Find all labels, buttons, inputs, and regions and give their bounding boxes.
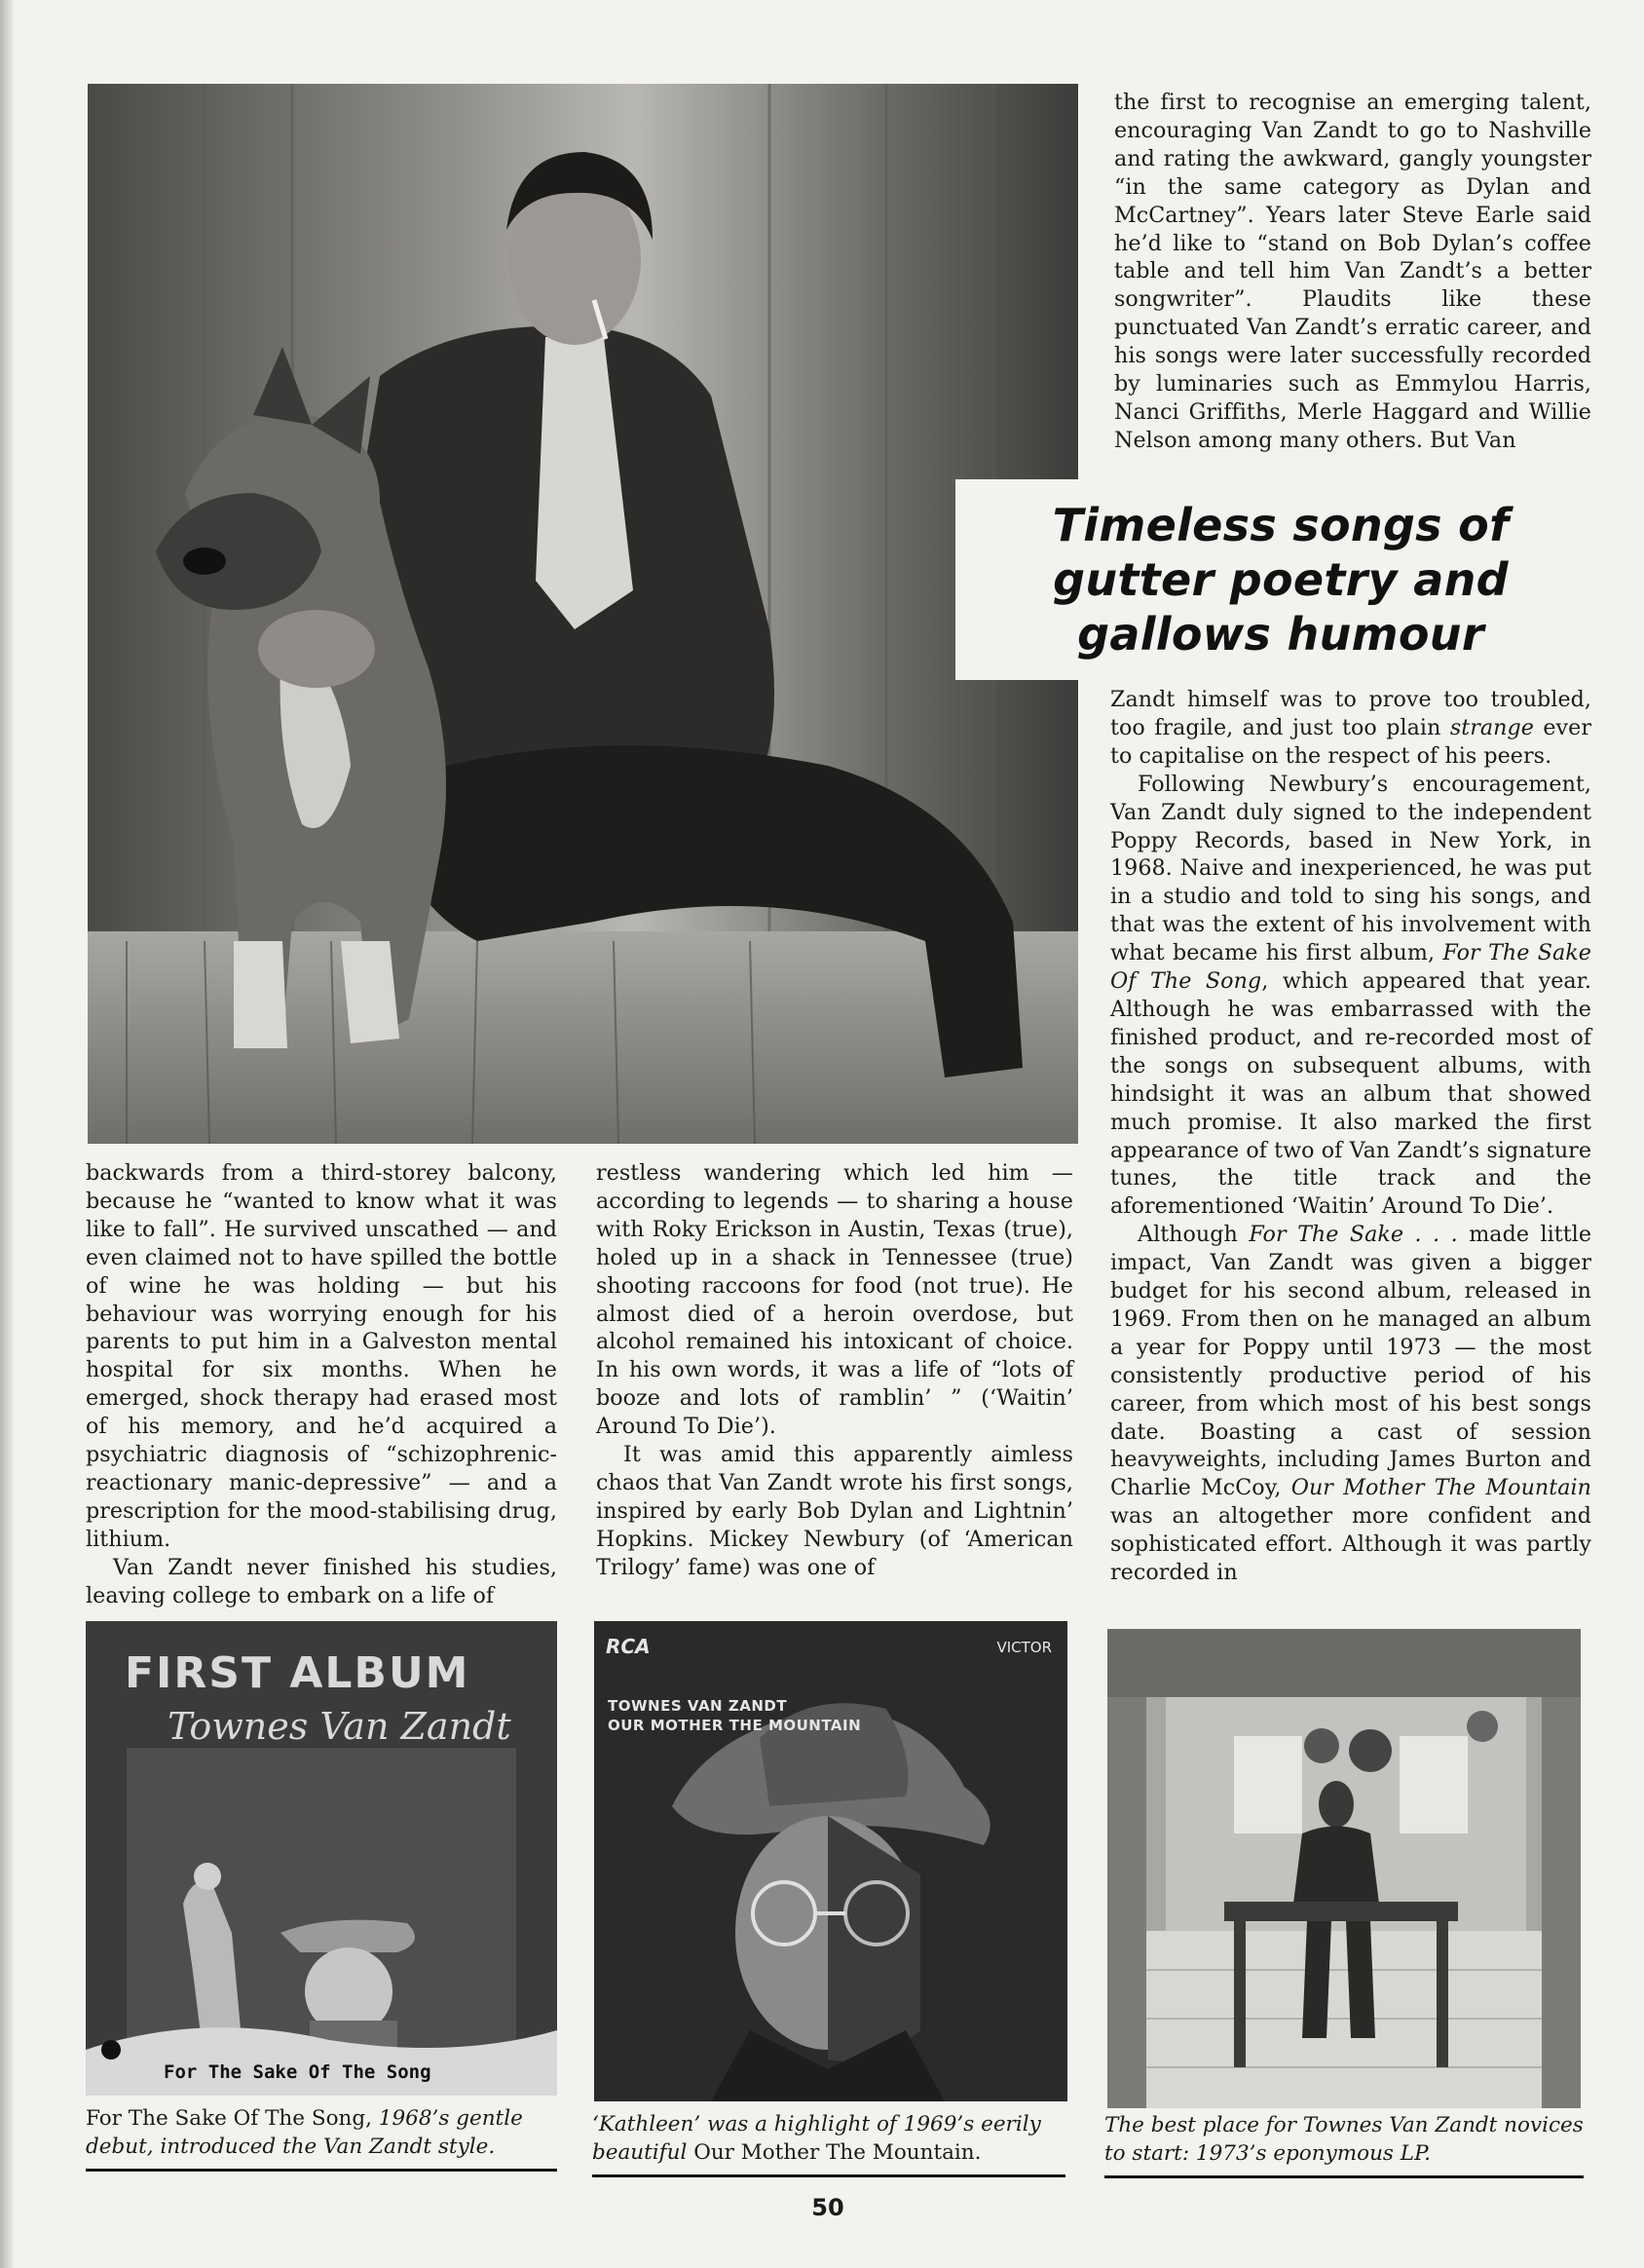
- caption-first-album: For The Sake Of The Song, 1968’s gentle debut, introduced the Van Zandt style.: [86, 2104, 557, 2172]
- article-column-left: [86, 1159, 557, 1610]
- album-cover-label-left: RCA: [606, 1635, 651, 1658]
- article-paragraph: the first to recognise an emerging talent, encouraging Van Zandt to go to Nashville and rating the awkward, gangly youngster “in the same category as Dylan and McCartney”. Years later Steve Earle said he’d like to “stand on Bob Dylan’s coffee table and tell him Van Zandt’s a better songwriter”. Plaudits like these punctuated Van Zandt’s erratic career, and his songs were later successfully recorded by luminaries such as Emmylou Harris, Nanci Griffiths, Merle Haggard and Willie Nelson among many others. But Van: [1114, 90, 1591, 453]
- article-column-middle: [596, 1159, 1073, 1582]
- caption-our-mother-the-mountain: ‘Kathleen’ was a highlight of 1969’s eerily beautiful Our Mother The Mountain.: [592, 2110, 1065, 2177]
- photo-illustration: [88, 84, 1078, 1144]
- article-paragraph: Zandt himself was to prove too troubled, too fragile, and just too plain strange ever to capitalise on the respect of his peers.: [1110, 687, 1591, 769]
- article-paragraph: restless wandering which led him — according to legends — to sharing a house with Roky Erickson in Austin, Texas (true), holed up in a shack in Tennessee (true) shooting raccoons for food (not true). He almost died of a heroin overdose, but alcohol remained his intoxicant of choice. In his own words, it was a life of “lots of booze and lots of ramblin’ ” (‘Waitin’ Around To Die’).: [596, 1160, 1073, 1440]
- pull-quote-line: gallows humour: [1077, 608, 1484, 661]
- album-cover-artist: Townes Van Zandt: [168, 1705, 511, 1748]
- main-photo-townes-with-dog: [88, 84, 1078, 1144]
- album-cover-album-title: OUR MOTHER THE MOUNTAIN: [608, 1717, 862, 1734]
- article-paragraph: Van Zandt never finished his studies, leaving college to embark on a life of: [86, 1554, 557, 1608]
- article-paragraph: It was amid this apparently aimless chaos that Van Zandt wrote his first songs, inspired by early Bob Dylan and Lightnin’ Hopkins. Mickey Newbury (of ‘American Trilogy’ fame) was one of: [596, 1442, 1073, 1580]
- album-cover-title: FIRST ALBUM: [125, 1648, 470, 1698]
- article-paragraph: backwards from a third-storey balcony, because he “wanted to know what it was like to fall”. He survived unscathed — and even claimed not to have spilled the bottle of wine he was holding — but his behaviour was worrying enough for his parents to put him in a Galveston mental hospital for six months. When he emerged, shock therapy had erased most of his memory, and he’d acquired a psychiatric diagnosis of “schizophrenic-reactionary manic-depressive” — and a prescription for the mood-stabilising drug, lithium.: [86, 1160, 557, 1552]
- pull-quote-line: gutter poetry and: [1053, 553, 1509, 606]
- article-paragraph: Following Newbury’s encouragement, Van Zandt duly signed to the independent Poppy Records, based in New York, in 1968. Naive and inexperienced, he was put in a studio and told to sing his songs, and that was the extent of his involvement with what became his first album, For The Sake Of The Song, which appeared that year. Although he was embarrassed with the finished product, and re-recorded most of the songs on subsequent albums, with hindsight it was an album that showed much promise. It also marked the first appearance of two of Van Zandt’s signature tunes, the title track and the aforementioned ‘Waitin’ Around To Die’.: [1110, 771, 1591, 1220]
- page-edge-shadow: [0, 0, 14, 2268]
- album-cover-label-right: VICTOR: [996, 1639, 1052, 1656]
- album-cover-first-album: [86, 1621, 557, 2096]
- pull-quote-line: Timeless songs of: [1052, 499, 1510, 551]
- article-column-right-top: [1114, 89, 1591, 455]
- album-cover-art: [1107, 1629, 1581, 2108]
- article-paragraph: Although For The Sake . . . made little impact, Van Zandt was given a bigger budget for his second album, released in 1969. From then on he managed an album a year for Poppy until 1973 — the most consistently productive period of his career, from which most of his best songs date. Boasting a cast of session heavyweights, including James Burton and Charlie McCoy, Our Mother The Mountain was an altogether more confident and sophisticated effort. Although it was partly recorded in: [1110, 1222, 1591, 1586]
- album-cover-artist: TOWNES VAN ZANDT: [608, 1697, 788, 1715]
- caption-eponymous-lp: The best place for Townes Van Zandt novices to start: 1973’s eponymous LP.: [1104, 2111, 1584, 2178]
- album-cover-townes-van-zandt: [1107, 1629, 1581, 2108]
- album-cover-our-mother-the-mountain: [594, 1621, 1067, 2101]
- album-cover-art: [594, 1621, 1067, 2101]
- pull-quote: [955, 479, 1606, 680]
- page-number: 50: [811, 2194, 844, 2221]
- article-column-right-bottom: [1110, 686, 1591, 1587]
- album-cover-song: For The Sake Of The Song: [164, 2061, 431, 2083]
